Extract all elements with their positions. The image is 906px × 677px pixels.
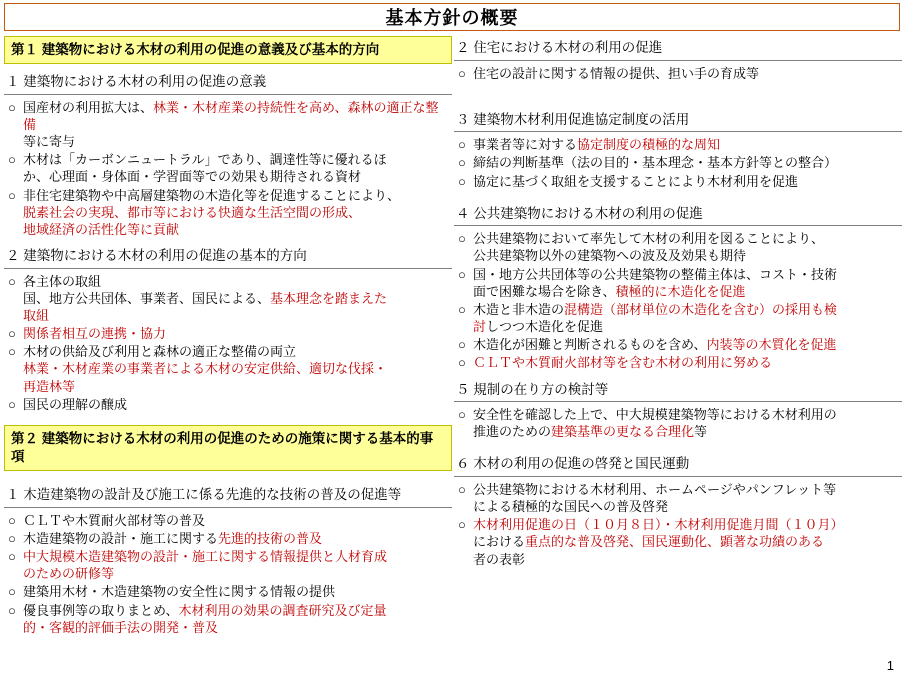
list-item-text: 建築用木材・木造建築物の安全性に関する情報の提供 (23, 584, 336, 600)
circle-bullet-icon: ○ (458, 231, 466, 247)
left-column (4, 36, 452, 642)
list-item-text: 公共建築物において率先して木材の利用を図ることにより、 (473, 231, 825, 247)
circle-bullet-icon: ○ (8, 326, 16, 342)
circle-bullet-icon: ○ (458, 337, 466, 353)
list-item (458, 354, 900, 371)
list-item-text: 国民の理解の醸成 (23, 396, 128, 412)
circle-bullet-icon: ○ (458, 481, 466, 497)
circle-bullet-icon: ○ (458, 65, 466, 81)
list-item-text: のための研修等 (23, 566, 115, 582)
list-item-text: 中大規模木造建築物の設計・施工に関する情報提供と人材育成 (23, 549, 388, 565)
circle-bullet-icon: ○ (458, 355, 466, 371)
list-5 (454, 406, 902, 440)
circle-bullet-icon: ○ (458, 407, 466, 423)
circle-bullet-icon: ○ (458, 517, 466, 533)
list-item-text: 事業者等に対する (473, 137, 578, 153)
list-item-text: 内装等の木質化を促進 (706, 337, 837, 353)
list-item-text: ＣＬＴや木質耐火部材等の普及 (23, 512, 206, 528)
list-item-text: 先進的技術の普及 (218, 530, 323, 546)
list-item (8, 343, 450, 394)
subsection-3-label: ３ 建築物木材利用促進協定制度の活用 (456, 111, 690, 127)
subsection-6-label: ６ 木材の利用の促進の啓発と国民運動 (456, 456, 690, 472)
list-item-text: 適正な整備 (23, 99, 439, 132)
list-item (458, 266, 900, 300)
subsection-2-1-label: １ 木造建築物の設計及び施工に係る先進的な技術の普及の促進等 (6, 487, 402, 503)
list-item-text: 快適な生活空間の形成、 (218, 204, 362, 220)
list-item-text: 推進のための (473, 424, 552, 440)
list-item-text: 住宅の設計に関する情報の提供、担い手の育成等 (473, 65, 760, 81)
list-item-text: 公共建築物以外の建築物への波及及効果も期待 (473, 248, 747, 264)
list-item-text: 等に貢献 (127, 221, 180, 237)
circle-bullet-icon: ○ (8, 602, 16, 618)
list-item-text: ＣＬＴや木質耐火部材等を含む木材の利用に努める (473, 355, 773, 371)
list-item-text: 林業・木材産業の持続性を高め、森林の (153, 99, 387, 115)
subsection-6-heading (454, 452, 902, 477)
list-item-text: 木材利用の効果の調査研究及び定量 (178, 602, 387, 618)
list-item-text: 関係者相互の連携・協力 (23, 326, 167, 342)
list-item (8, 583, 450, 600)
list-item-text: 木材の供給及び利用と森林の適正な整備の両立 (23, 344, 297, 360)
circle-bullet-icon: ○ (8, 344, 16, 360)
subsection-2-1-heading (4, 483, 452, 508)
subsection-3-heading (454, 108, 902, 133)
section-header-1 (4, 36, 452, 64)
list-item-text: 国、地方公共団体、事業者、国民による、 (23, 290, 271, 306)
list-item (458, 230, 900, 264)
circle-bullet-icon: ○ (458, 301, 466, 317)
list-item-text: 積極的に木造化を促進 (615, 283, 746, 299)
list-item-text: 安全性を確認した上で、中大規模建築物等における木材利用の (473, 407, 837, 423)
list-item-text: における (473, 534, 526, 550)
list-item-text: 木造化が困難と判断されるものを含め、 (473, 337, 707, 353)
circle-bullet-icon: ○ (458, 137, 466, 153)
list-item-text: 者の表彰 (473, 551, 526, 567)
circle-bullet-icon: ○ (458, 173, 466, 189)
page-number: 1 (886, 658, 894, 673)
list-item (458, 154, 900, 171)
circle-bullet-icon: ○ (458, 266, 466, 282)
list-item (8, 530, 450, 547)
circle-bullet-icon: ○ (8, 273, 16, 289)
list-item-text: 地域経済の活性化 (23, 221, 128, 237)
section-header-2-text: 第２ 建築物における木材の利用の促進のための施策に関する基本的事項 (11, 430, 434, 465)
list-item-text: しつつ木造化を促進 (486, 319, 604, 335)
subsection-5-label: ５ 規制の在り方の検討等 (456, 381, 609, 397)
list-item-text: 公共建築物における木材利用、ホームページやパンフレット等 (473, 481, 837, 497)
circle-bullet-icon: ○ (8, 152, 16, 168)
list-item-text: 討 (473, 319, 487, 335)
list-item-text: 協定制度の積極的な周知 (577, 137, 721, 153)
subsection-4-label: ４ 公共建築物における木材の利用の促進 (456, 205, 703, 221)
list-item-text: 国・地方公共団体等の公共建築物の整備主体は、コスト・技術 (473, 266, 838, 282)
list-item (8, 548, 450, 582)
circle-bullet-icon: ○ (8, 99, 16, 115)
subsection-4-heading (454, 202, 902, 227)
circle-bullet-icon: ○ (8, 530, 16, 546)
list-item (8, 187, 450, 238)
list-item (8, 396, 450, 413)
list-3 (454, 136, 902, 189)
list-1-2 (4, 273, 452, 413)
subsection-2-label: ２ 住宅における木材の利用の促進 (456, 40, 663, 55)
list-item-text: 重点的な普及啓発、国民運動化、顕著な功績のある (525, 534, 825, 550)
subsection-1-2-label: ２ 建築物における木材の利用の促進の基本的方向 (6, 248, 307, 264)
list-item-text: 面で困難な場合を除き、 (473, 283, 616, 299)
list-item-text: 基本理念を踏まえた (270, 290, 388, 306)
list-item-text: 建築基準の更なる (551, 424, 656, 440)
list-item-text: 締結の判断基準（法の目的・基本理念・基本方針等との整合） (473, 155, 838, 171)
page-title-bar (4, 3, 900, 31)
list-item-text: 木材利用促進の日（１０月８日）・木材利用促進月間（１０月） (473, 517, 844, 533)
list-item (458, 301, 900, 335)
list-item (8, 325, 450, 342)
list-item-text: 的・客観的評価手法の開発・普及 (23, 619, 219, 635)
circle-bullet-icon: ○ (458, 155, 466, 171)
list-item-text: 合理化 (655, 424, 695, 440)
list-4 (454, 230, 902, 371)
circle-bullet-icon: ○ (8, 187, 16, 203)
list-item-text: 等に寄与 (23, 134, 76, 150)
list-item-text: による積極的な国民への普及啓発 (473, 499, 669, 515)
list-item (8, 602, 450, 636)
list-item (458, 336, 900, 353)
list-item-text: 木材は「カーボンニュートラル」であり、調達性等に優れるほ (23, 152, 387, 168)
subsection-1-2-heading (4, 244, 452, 269)
list-item-text: か、心理面・身体面・学習面等での効果も期待される資材 (23, 169, 362, 185)
list-1-1 (4, 99, 452, 238)
list-item (8, 151, 450, 185)
list-item (8, 99, 450, 150)
subsection-5-heading (454, 378, 902, 403)
circle-bullet-icon: ○ (8, 549, 16, 565)
list-item-text: 木材の安定供給、適切な伐採・ (205, 361, 388, 377)
list-item-text: 非住宅建築物や中高層建築物の木造化等を促進することにより、 (23, 187, 401, 203)
list-item-text: 取組 (23, 307, 50, 323)
list-item-text: 国産材の利用拡大は、 (23, 99, 154, 115)
circle-bullet-icon: ○ (8, 584, 16, 600)
list-item-text: 等 (694, 424, 708, 440)
list-item (8, 273, 450, 324)
list-item-text: 再造林 (23, 378, 63, 394)
list-2-1 (4, 512, 452, 636)
page-title: 基本方針の概要 (385, 8, 519, 28)
subsection-2-heading (454, 36, 902, 61)
list-item (458, 173, 900, 190)
list-item-text: 各主体の取組 (23, 273, 102, 289)
circle-bullet-icon: ○ (8, 512, 16, 528)
list-item-text: 協定に基づく取組を支援することにより木材利用を促進 (473, 173, 799, 189)
list-item-text: 木造と非木造の (473, 301, 565, 317)
list-6 (454, 481, 902, 568)
section-header-2 (4, 425, 452, 471)
subsection-1-1-heading (4, 70, 452, 95)
list-item-text: 脱素社会の実現、都市等における (23, 204, 219, 220)
spacer (454, 88, 902, 108)
list-2 (454, 65, 902, 82)
list-item-text: 林業・木材産業の事業者による (23, 361, 206, 377)
section-header-1-text: 第１ 建築物における木材の利用の促進の意義及び基本的方向 (11, 42, 380, 57)
list-item (458, 481, 900, 515)
list-item-text: 等 (62, 378, 76, 394)
subsection-1-1-label: １ 建築物における木材の利用の促進の意義 (6, 74, 267, 90)
right-column (454, 36, 902, 574)
list-item (458, 406, 900, 440)
spacer (4, 471, 452, 483)
list-item (458, 65, 900, 82)
list-item (8, 512, 450, 529)
circle-bullet-icon: ○ (8, 396, 16, 412)
list-item-text: 混構造（部材単位の木造化を含む）の採用も検 (564, 301, 838, 317)
list-item-text: 木造建築物の設計・施工に関する (23, 530, 219, 546)
list-item (458, 516, 900, 567)
list-item-text: 優良事例等の取りまとめ、 (23, 602, 179, 618)
list-item (458, 136, 900, 153)
